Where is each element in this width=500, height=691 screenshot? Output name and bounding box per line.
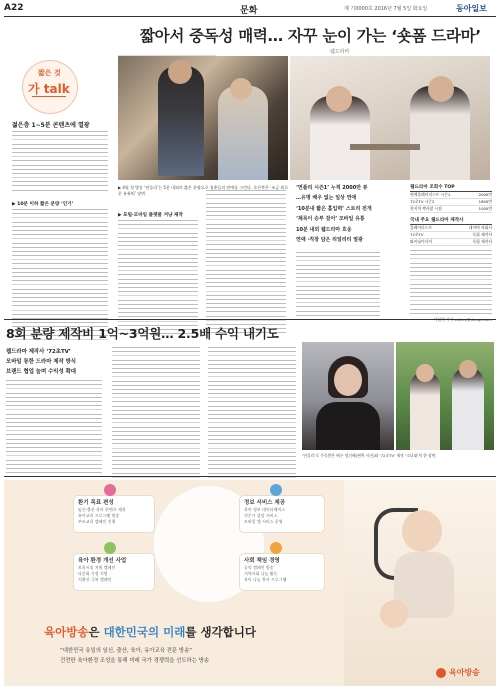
- baby-photo: [344, 480, 496, 686]
- column-logo: [18, 60, 88, 116]
- pullquote-line: ‘제목이 승부 걸어’ 모바일 유통: [296, 215, 365, 222]
- section2-photo-caption: ‘연플리’로 주목받은 배우 정신혜(왼쪽 사진)와 ‘72초TV’ 제작 ‘소녀대’의 한 장면.: [302, 453, 437, 458]
- sidebar-row: 연애플레이리스트 시즌1 2000만: [410, 192, 492, 197]
- paper-logo: 동아일보: [456, 4, 487, 13]
- header-rule: [4, 16, 496, 17]
- column3-body: [206, 190, 286, 337]
- brand-name: 육아방송: [449, 668, 480, 677]
- drama-still-photo: [118, 56, 288, 180]
- sidebar-row: 플레이리스트 네이버 자회사: [410, 225, 492, 230]
- ad-slogan: 육아방송은 대한민국의 미래를 생각합니다: [44, 625, 257, 639]
- section2-lead: 모바일 통한 드라마 제작 방식: [6, 359, 76, 365]
- sidebar-row: 전지적 짝사랑 시점 1000만: [410, 206, 492, 211]
- sidebar-title: 웹드라마 조회수 TOP: [410, 184, 492, 192]
- byline: [410, 317, 492, 323]
- drama-scene-photo: [396, 342, 494, 450]
- section2-lead: 웹드라마 제작사 ‘72초TV’: [6, 349, 71, 355]
- logo-small-text: 짧은 것: [38, 69, 61, 77]
- pullquote-line: ‘연플리 시즌1’ 누적 2000만 뷰: [296, 185, 368, 191]
- sidebar-body: [410, 250, 492, 314]
- logo-big-text: 가 talk: [28, 82, 70, 96]
- main-headline: 짧아서 중독성 매력… 자꾸 눈이 가는 ‘숏폼 드라마’: [140, 27, 481, 45]
- ad-line-2: “대한민국 유일의 임신, 출산, 육아, 유아교육 전문 방송”: [60, 648, 193, 654]
- column2-subhead: ▶ 포털·모바일 플랫폼 겨냥 제작: [118, 213, 183, 218]
- advertisement[interactable]: [4, 480, 496, 686]
- ad-line-3: 건전한 육아환경 조성을 통해 미래 국가 경쟁력을 선도하는 방송: [60, 658, 210, 664]
- column-lead-in: 젊은층 1~5분 콘텐츠에 열광: [12, 122, 90, 129]
- drama-still-photo-2: [290, 56, 490, 180]
- heart-icon: [104, 484, 116, 496]
- column1-subhead: ▶ 10분 이하 짧은 분량 ‘인기’: [12, 202, 74, 207]
- sidebar-row: 72초TV 독립 제작사: [410, 232, 492, 237]
- ad-card: 사회 책임 경영 공익 캠페인 방송 지역사회 나눔 활동 육아 나눔 봉사 프로그램: [240, 554, 324, 590]
- section2-headline: 8회 분량 제작비 1억~3억원… 2.5배 수익 내기도: [6, 326, 279, 341]
- pullquote-line: 연애 ·직장 담은 리얼리티 열광: [296, 236, 363, 243]
- people-icon: [270, 542, 282, 554]
- section2-lead: 브랜드 협업 늘며 수익성 확대: [6, 369, 76, 375]
- photo-caption: ▶ 4월 첫 방송 ‘연플리’는 5분 내외의 짧은 분량으로 청춘들의 연애를 그린다. 오른쪽은 ‘조금 외로운 유튜버’ 장면.: [118, 185, 289, 196]
- sidebar-title-2: 국내 주요 웹드라마 제작사: [410, 217, 492, 225]
- ad-rule: [4, 476, 496, 477]
- headline-tag: 웹드라마: [330, 49, 350, 55]
- sidebar-table: [410, 184, 492, 323]
- column1-body-a: [12, 131, 108, 194]
- issue-info: 제 기0000호 2016년 7월 5일 화요일: [344, 6, 428, 12]
- sidebar-row: 72초TV 시즌2 1800만: [410, 199, 492, 204]
- actor-figure: [218, 86, 268, 180]
- column4-body: [296, 252, 380, 319]
- brand-dot-icon: [436, 668, 446, 678]
- page-number: A22: [4, 3, 24, 13]
- info-icon: [270, 484, 282, 496]
- ad-card: 육아 환경 개선 사업 보육시설 지원 캠페인 다문화 가정 지원 저출산 극복 캠페인: [74, 554, 154, 590]
- home-icon: [104, 542, 116, 554]
- column1-body-b: [12, 209, 108, 343]
- pullquote-line: ‘10분내 짧은 흡입력’ 스토리 전개: [296, 206, 372, 212]
- section2-col1: [6, 380, 102, 481]
- section-rule: [4, 319, 496, 320]
- pullquote-line: 10분 내외 웹드라마 호응: [296, 227, 352, 233]
- sidebar-row: 와이낫미디어 독립 제작사: [410, 239, 492, 244]
- section-name: 문화: [240, 6, 258, 16]
- ad-card: 정보 서비스 제공 육아 정보 데이터베이스 전문가 상담 서비스 모바일 앱 서비스 운영: [240, 496, 324, 532]
- actress-photo: [302, 342, 394, 450]
- ad-card: 환기 목표 편성 임신·출산 육아 콘텐츠 제작 유아교육 프로그램 방송 부모교육 캠페인 진행: [74, 496, 154, 532]
- ad-brand-logo[interactable]: [436, 664, 492, 682]
- section2-leads: [6, 347, 106, 377]
- pullquote-line: …유명 배우 없는 일상 연애: [296, 194, 357, 201]
- pullquote: [296, 184, 380, 245]
